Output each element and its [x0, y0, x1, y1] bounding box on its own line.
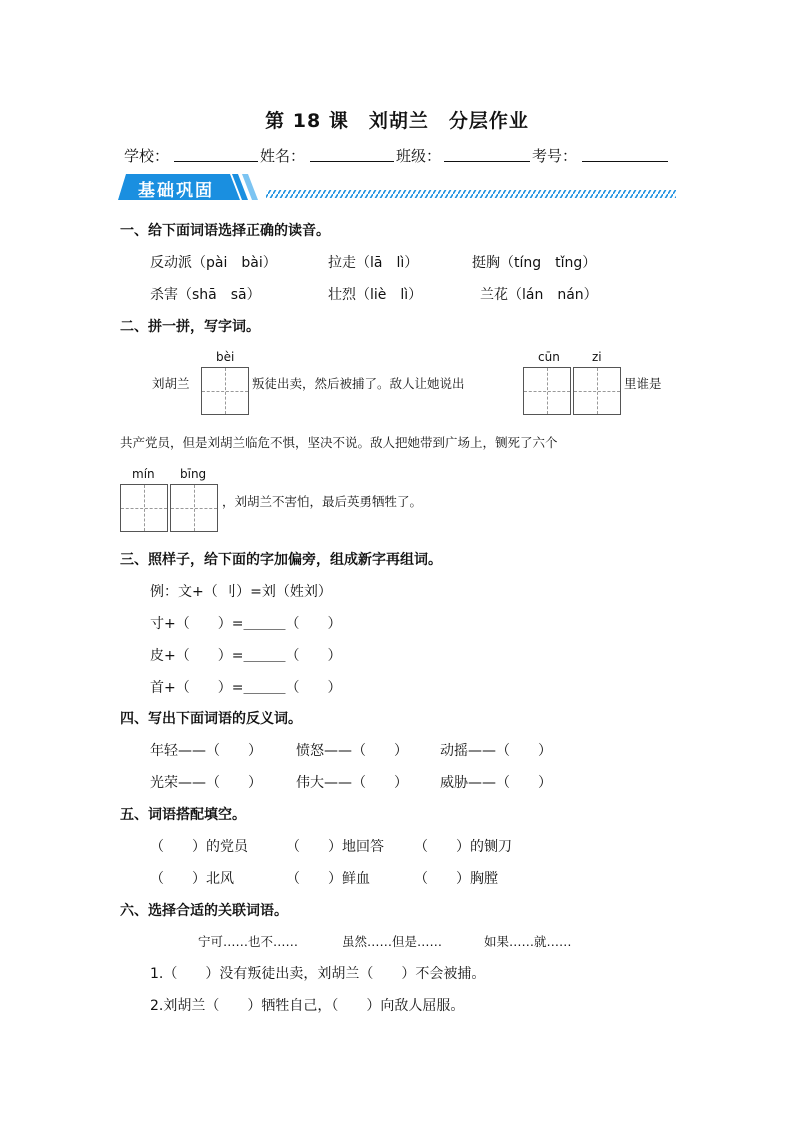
q2-text: ，刘胡兰不害怕，最后英勇牺牲了。 [222, 494, 423, 509]
q2-heading: 二、拼一拼，写字词。 [120, 319, 260, 335]
q1-item: 挺胸（tíng tǐng） [472, 255, 597, 271]
q6-item: 2.刘胡兰（ ）牺牲自己，（ ）向敌人屈服。 [150, 998, 465, 1014]
q4-item: 光荣——（ ） [150, 775, 262, 791]
q1-item: 杀害（shā sā） [150, 287, 261, 303]
school-label: 学校： [124, 147, 170, 165]
q1-item: 壮烈（liè lì） [328, 287, 423, 303]
q2-text: 刘胡兰 [152, 376, 190, 391]
school-field[interactable] [174, 147, 258, 166]
q1-item: 拉走（lā lì） [328, 255, 419, 271]
page-title: 第 18 课 刘胡兰 分层作业 [265, 110, 529, 132]
writing-box[interactable] [523, 367, 571, 415]
section-banner [118, 170, 676, 204]
q5-item: （ ）鲜血 [286, 871, 370, 887]
q6-option: 如果……就…… [484, 934, 572, 949]
q4-item: 愤怒——（ ） [296, 743, 408, 759]
banner-label: 基础巩固 [138, 181, 214, 201]
q3-line: 首+（ ）=＿＿＿（ ） [150, 680, 342, 696]
writing-box[interactable] [573, 367, 621, 415]
pinyin-min: mín [132, 467, 155, 481]
exam-number-label: 考号： [532, 147, 578, 165]
q6-option: 虽然……但是…… [342, 934, 443, 949]
writing-box[interactable] [170, 484, 218, 532]
q4-item: 年轻——（ ） [150, 743, 262, 759]
q1-item: 反动派（pài bài） [150, 255, 277, 271]
q5-item: （ ）胸膛 [414, 871, 498, 887]
q6-option: 宁可……也不…… [198, 934, 299, 949]
pinyin-cun: cūn [538, 350, 560, 364]
q1-item: 兰花（lán nán） [480, 287, 598, 303]
pinyin-bing: bīng [180, 467, 207, 481]
q3-heading: 三、照样子，给下面的字加偏旁，组成新字再组词。 [120, 552, 442, 568]
q5-item: （ ）北风 [150, 871, 234, 887]
q6-heading: 六、选择合适的关联词语。 [120, 903, 288, 919]
q5-item: （ ）的铡刀 [414, 839, 512, 855]
writing-box[interactable] [120, 484, 168, 532]
q5-item: （ ）地回答 [286, 839, 384, 855]
pinyin-bei: bèi [216, 350, 235, 364]
name-field[interactable] [310, 147, 394, 166]
q5-item: （ ）的党员 [150, 839, 248, 855]
writing-box[interactable] [201, 367, 249, 415]
q5-heading: 五、词语搭配填空。 [120, 807, 246, 823]
q3-example: 例：文+（ 刂）=刘（姓刘） [150, 584, 332, 600]
class-label: 班级： [396, 147, 442, 165]
pinyin-zi: zi [592, 350, 602, 364]
q2-text: 共产党员，但是刘胡兰临危不惧，坚决不说。敌人把她带到广场上，铡死了六个 [120, 435, 558, 450]
exam-number-field[interactable] [582, 147, 668, 166]
q2-text: 叛徒出卖，然后被捕了。敌人让她说出 [252, 376, 465, 391]
q4-heading: 四、写出下面词语的反义词。 [120, 711, 302, 727]
q4-item: 威胁——（ ） [440, 775, 552, 791]
q6-item: 1.（ ）没有叛徒出卖，刘胡兰（ ）不会被捕。 [150, 966, 486, 982]
q4-item: 动摇——（ ） [440, 743, 552, 759]
q2-text: 里谁是 [624, 376, 662, 391]
class-field[interactable] [444, 147, 530, 166]
name-label: 姓名： [260, 147, 306, 165]
q3-line: 寸+（ ）=＿＿＿（ ） [150, 616, 342, 632]
q3-line: 皮+（ ）=＿＿＿（ ） [150, 648, 342, 664]
q1-heading: 一、给下面词语选择正确的读音。 [120, 223, 330, 239]
q4-item: 伟大——（ ） [296, 775, 408, 791]
